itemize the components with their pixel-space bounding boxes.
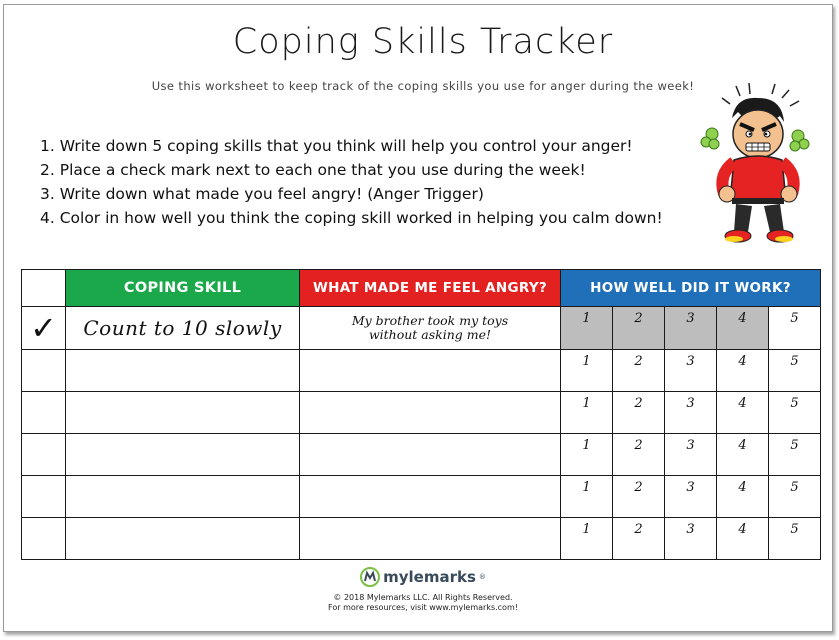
rating-cell[interactable]: 2: [613, 392, 665, 434]
page-title: Coping Skills Tracker: [232, 22, 614, 62]
instruction-item: 3. Write down what made you feel angry! (Anger Trigger): [40, 185, 484, 203]
rating-cell[interactable]: 3: [665, 518, 717, 560]
resources-link-text[interactable]: For more resources, visit www.mylemarks.com!: [328, 603, 518, 612]
trigger-cell[interactable]: [300, 307, 561, 350]
rating-cell[interactable]: 4: [717, 518, 769, 560]
rating-cell[interactable]: 5: [769, 392, 821, 434]
rating-cell[interactable]: 2: [613, 307, 665, 350]
rating-cell[interactable]: 2: [613, 518, 665, 560]
check-mark-cell[interactable]: [22, 350, 66, 392]
angry-boy-illustration: [700, 82, 810, 252]
rating-cell[interactable]: 4: [717, 307, 769, 350]
check-mark-cell[interactable]: [22, 392, 66, 434]
rating-cell[interactable]: 2: [613, 476, 665, 518]
rating-cell[interactable]: 4: [717, 434, 769, 476]
rating-cell[interactable]: 5: [769, 350, 821, 392]
page-subtitle: Use this worksheet to keep track of the coping skills you use for anger during the week!: [151, 79, 695, 93]
trigger-line: without asking me!: [368, 327, 492, 342]
trigger-cell[interactable]: [300, 350, 561, 392]
check-header: [22, 270, 66, 307]
table-row: [22, 476, 821, 518]
rating-cell[interactable]: 4: [717, 350, 769, 392]
mylemarks-logo-icon: [360, 567, 380, 587]
trigger-header: WHAT MADE ME FEEL ANGRY?: [300, 270, 561, 307]
coping-skill-cell[interactable]: [66, 518, 300, 560]
rating-cell[interactable]: 1: [561, 350, 613, 392]
rating-cell[interactable]: 4: [717, 476, 769, 518]
rating-cell[interactable]: 3: [665, 476, 717, 518]
table-row: [22, 392, 821, 434]
footer: [0, 567, 839, 612]
check-mark-cell[interactable]: [22, 476, 66, 518]
check-mark-cell[interactable]: [22, 518, 66, 560]
rating-cell[interactable]: 3: [665, 392, 717, 434]
rating-cell[interactable]: 1: [561, 307, 613, 350]
trigger-cell[interactable]: [300, 518, 561, 560]
rating-cell[interactable]: 1: [561, 518, 613, 560]
trigger-cell[interactable]: [300, 392, 561, 434]
copyright-text: © 2018 Mylemarks LLC. All Rights Reserved.: [333, 593, 513, 602]
table-row: [22, 434, 821, 476]
coping-skill-cell[interactable]: [66, 434, 300, 476]
rating-cell[interactable]: 5: [769, 434, 821, 476]
instruction-item: 1. Write down 5 coping skills that you think will help you control your anger!: [40, 137, 633, 155]
rating-header: HOW WELL DID IT WORK?: [561, 270, 821, 307]
rating-cell[interactable]: 3: [665, 350, 717, 392]
table-row: [22, 307, 821, 350]
coping-skill-cell[interactable]: [66, 350, 300, 392]
check-mark-cell[interactable]: ✓: [22, 307, 66, 350]
trademark-mark: ®: [478, 573, 486, 581]
rating-cell[interactable]: 5: [769, 307, 821, 350]
instruction-item: 2. Place a check mark next to each one that you use during the week!: [40, 161, 586, 179]
trigger-cell[interactable]: [300, 476, 561, 518]
rating-cell[interactable]: 1: [561, 392, 613, 434]
rating-cell[interactable]: 3: [665, 434, 717, 476]
trigger-cell[interactable]: [300, 434, 561, 476]
trigger-line: My brother took my toys: [351, 313, 509, 328]
mylemarks-logo[interactable]: [360, 567, 486, 587]
instruction-item: 4. Color in how well you think the coping skill worked in helping you calm down!: [40, 209, 663, 227]
table-row: [22, 350, 821, 392]
rating-cell[interactable]: 5: [769, 518, 821, 560]
table-row: [22, 518, 821, 560]
coping-skill-header: COPING SKILL: [66, 270, 300, 307]
rating-cell[interactable]: 4: [717, 392, 769, 434]
instructions-list: [40, 134, 663, 230]
rating-cell[interactable]: 2: [613, 434, 665, 476]
rating-cell[interactable]: 3: [665, 307, 717, 350]
rating-cell[interactable]: 5: [769, 476, 821, 518]
coping-skill-cell[interactable]: [66, 392, 300, 434]
check-mark-cell[interactable]: [22, 434, 66, 476]
logo-text: mylemarks: [383, 568, 476, 586]
table-header-row: [22, 270, 821, 307]
rating-cell[interactable]: 2: [613, 350, 665, 392]
coping-skill-cell[interactable]: Count to 10 slowly: [66, 307, 300, 350]
tracker-table: [21, 269, 821, 560]
rating-cell[interactable]: 1: [561, 434, 613, 476]
rating-cell[interactable]: 1: [561, 476, 613, 518]
coping-skill-cell[interactable]: [66, 476, 300, 518]
